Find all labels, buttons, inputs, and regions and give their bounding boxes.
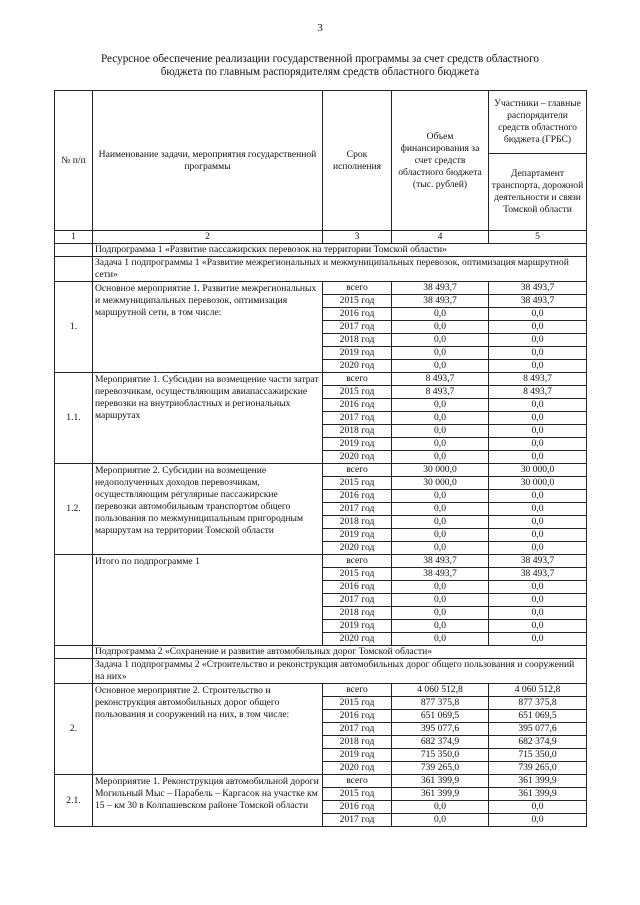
activity-description: Мероприятие 1. Субсидии на возмещение части затрат перевозчикам, осуществляющим авиапассажирские перевозки на внутриобластных и региональных маршрутах xyxy=(93,373,323,464)
department-cell: 361 399,9 xyxy=(489,788,587,801)
row-number xyxy=(55,555,93,646)
volume-cell: 0,0 xyxy=(392,801,489,814)
volume-cell: 361 399,9 xyxy=(392,775,489,788)
department-cell: 38 493,7 xyxy=(489,282,587,295)
subprogram-2-task: Задача 1 подпрограммы 2 «Строительство и реконструкция автомобильных дорог общего пользования и сооружений на них» xyxy=(93,659,587,684)
department-cell: 0,0 xyxy=(489,451,587,464)
volume-cell: 0,0 xyxy=(392,399,489,412)
department-cell: 0,0 xyxy=(489,801,587,814)
volume-cell: 38 493,7 xyxy=(392,295,489,308)
volume-cell: 0,0 xyxy=(392,451,489,464)
period-cell: 2017 год xyxy=(323,594,392,607)
volume-cell: 38 493,7 xyxy=(392,568,489,581)
department-cell: 0,0 xyxy=(489,620,587,633)
table-row xyxy=(55,464,587,477)
department-cell: 715 350,0 xyxy=(489,749,587,762)
period-cell: 2019 год xyxy=(323,347,392,360)
activity-description: Мероприятие 2. Субсидии на возмещение недополученных доходов перевозчикам, осуществляющим регулярные пассажирские перевозки автомобильным транспортом общего пользования по межмуниципальным пригородным маршрутам на территории Томской области xyxy=(93,464,323,555)
volume-cell: 739 265,0 xyxy=(392,762,489,775)
volume-cell: 8 493,7 xyxy=(392,386,489,399)
table-row xyxy=(55,373,587,386)
task-2-row xyxy=(55,659,587,684)
volume-cell: 0,0 xyxy=(392,490,489,503)
row-number: 1.2. xyxy=(55,464,93,555)
table-row xyxy=(55,684,587,697)
column-numbers-row xyxy=(55,231,587,244)
volume-cell: 0,0 xyxy=(392,607,489,620)
title-line-2: бюджета по главным распорядителям средств областного бюджета xyxy=(160,66,480,78)
department-cell: 30 000,0 xyxy=(489,477,587,490)
row-number: 2. xyxy=(55,684,93,775)
department-cell: 0,0 xyxy=(489,581,587,594)
department-cell: 0,0 xyxy=(489,529,587,542)
period-cell: 2016 год xyxy=(323,801,392,814)
department-cell: 0,0 xyxy=(489,412,587,425)
period-cell: всего xyxy=(323,373,392,386)
volume-cell: 361 399,9 xyxy=(392,788,489,801)
period-cell: 2020 год xyxy=(323,542,392,555)
period-cell: 2016 год xyxy=(323,710,392,723)
period-cell: 2016 год xyxy=(323,308,392,321)
col-number-5: 5 xyxy=(489,231,587,244)
department-cell: 361 399,9 xyxy=(489,775,587,788)
period-cell: всего xyxy=(323,282,392,295)
department-cell: 0,0 xyxy=(489,360,587,373)
header-volume: Объем финансирования за счет средств областного бюджета (тыс. рублей) xyxy=(392,91,489,231)
document-title xyxy=(60,53,580,79)
header-department: Департамент транспорта, дорожной деятельности и связи Томской области xyxy=(489,154,587,231)
volume-cell: 682 374,9 xyxy=(392,736,489,749)
department-cell: 0,0 xyxy=(489,542,587,555)
volume-cell: 0,0 xyxy=(392,412,489,425)
department-cell: 30 000,0 xyxy=(489,464,587,477)
department-cell: 0,0 xyxy=(489,503,587,516)
subprogram-2-title: Подпрограмма 2 «Сохранение и развитие автомобильных дорог Томской области» xyxy=(93,646,587,659)
page-number: 3 xyxy=(317,22,323,34)
header-no: № п/п xyxy=(55,91,93,231)
volume-cell: 30 000,0 xyxy=(392,477,489,490)
department-cell: 0,0 xyxy=(489,814,587,827)
department-cell: 0,0 xyxy=(489,308,587,321)
period-cell: всего xyxy=(323,684,392,697)
col-number-2: 2 xyxy=(93,231,323,244)
col-number-1: 1 xyxy=(55,231,93,244)
period-cell: 2017 год xyxy=(323,814,392,827)
department-cell: 682 374,9 xyxy=(489,736,587,749)
period-cell: 2019 год xyxy=(323,529,392,542)
activity-description: Основное мероприятие 2. Строительство и реконструкция автомобильных дорог общего пользования и сооружений на них, в том числе: xyxy=(93,684,323,775)
volume-cell: 0,0 xyxy=(392,594,489,607)
period-cell: 2016 год xyxy=(323,581,392,594)
department-cell: 0,0 xyxy=(489,607,587,620)
activity-description: Итого по подпрограмме 1 xyxy=(93,555,323,646)
volume-cell: 0,0 xyxy=(392,308,489,321)
volume-cell: 651 069,5 xyxy=(392,710,489,723)
department-cell: 38 493,7 xyxy=(489,555,587,568)
period-cell: 2018 год xyxy=(323,334,392,347)
activity-description: Мероприятие 1. Реконструкция автомобильной дороги Могильный Мыс – Парабель – Каргасок на участке км 15 – км 30 в Колпашевском районе Томской области xyxy=(93,775,323,827)
period-cell: 2020 год xyxy=(323,633,392,646)
department-cell: 0,0 xyxy=(489,321,587,334)
department-cell: 0,0 xyxy=(489,516,587,529)
period-cell: 2018 год xyxy=(323,425,392,438)
title-line-1: Ресурсное обеспечение реализации государственной программы за счет средств областного xyxy=(100,53,539,65)
period-cell: всего xyxy=(323,775,392,788)
volume-cell: 0,0 xyxy=(392,425,489,438)
period-cell: 2017 год xyxy=(323,503,392,516)
subprogram-1-row xyxy=(55,244,587,257)
volume-cell: 0,0 xyxy=(392,542,489,555)
department-cell: 0,0 xyxy=(489,399,587,412)
header-name: Наименование задачи, мероприятия государственной программы xyxy=(93,91,323,231)
period-cell: 2015 год xyxy=(323,788,392,801)
period-cell: 2018 год xyxy=(323,607,392,620)
subprogram-1-title: Подпрограмма 1 «Развитие пассажирских перевозок на территории Томской области» xyxy=(93,244,587,257)
period-cell: 2016 год xyxy=(323,490,392,503)
period-cell: 2016 год xyxy=(323,399,392,412)
volume-cell: 0,0 xyxy=(392,503,489,516)
department-cell: 38 493,7 xyxy=(489,295,587,308)
period-cell: 2018 год xyxy=(323,516,392,529)
department-cell: 8 493,7 xyxy=(489,373,587,386)
table-row xyxy=(55,775,587,788)
department-cell: 4 060 512,8 xyxy=(489,684,587,697)
header-term: Срок исполнения xyxy=(323,91,392,231)
header-row xyxy=(55,91,587,154)
period-cell: 2019 год xyxy=(323,438,392,451)
period-cell: всего xyxy=(323,464,392,477)
volume-cell: 4 060 512,8 xyxy=(392,684,489,697)
period-cell: 2019 год xyxy=(323,749,392,762)
period-cell: всего xyxy=(323,555,392,568)
volume-cell: 0,0 xyxy=(392,529,489,542)
period-cell: 2019 год xyxy=(323,620,392,633)
volume-cell: 715 350,0 xyxy=(392,749,489,762)
period-cell: 2015 год xyxy=(323,295,392,308)
period-cell: 2020 год xyxy=(323,360,392,373)
volume-cell: 0,0 xyxy=(392,516,489,529)
period-cell: 2017 год xyxy=(323,723,392,736)
department-cell: 0,0 xyxy=(489,633,587,646)
row-number: 2.1. xyxy=(55,775,93,827)
subprogram-1-task: Задача 1 подпрограммы 1 «Развитие межрегиональных и межмуниципальных перевозок, оптимизация маршрутной сети» xyxy=(93,257,587,282)
period-cell: 2015 год xyxy=(323,386,392,399)
department-cell: 0,0 xyxy=(489,425,587,438)
volume-cell: 8 493,7 xyxy=(392,373,489,386)
volume-cell: 0,0 xyxy=(392,360,489,373)
activity-description: Основное мероприятие 1. Развитие межрегиональных и межмуниципальных перевозок, оптимизация маршрутной сети, в том числе: xyxy=(93,282,323,373)
task-1-row xyxy=(55,257,587,282)
period-cell: 2020 год xyxy=(323,451,392,464)
header-participants: Участники – главные распорядители средств областного бюджета (ГРБС) xyxy=(489,91,587,154)
department-cell: 8 493,7 xyxy=(489,386,587,399)
department-cell: 0,0 xyxy=(489,347,587,360)
volume-cell: 0,0 xyxy=(392,347,489,360)
period-cell: 2020 год xyxy=(323,762,392,775)
volume-cell: 0,0 xyxy=(392,814,489,827)
department-cell: 395 077,6 xyxy=(489,723,587,736)
period-cell: 2015 год xyxy=(323,477,392,490)
department-cell: 739 265,0 xyxy=(489,762,587,775)
volume-cell: 0,0 xyxy=(392,620,489,633)
department-cell: 0,0 xyxy=(489,594,587,607)
department-cell: 0,0 xyxy=(489,438,587,451)
volume-cell: 0,0 xyxy=(392,334,489,347)
period-cell: 2017 год xyxy=(323,321,392,334)
resource-table xyxy=(54,90,587,827)
table-row xyxy=(55,555,587,568)
volume-cell: 30 000,0 xyxy=(392,464,489,477)
volume-cell: 395 077,6 xyxy=(392,723,489,736)
volume-cell: 877 375,8 xyxy=(392,697,489,710)
department-cell: 651 069,5 xyxy=(489,710,587,723)
department-cell: 38 493,7 xyxy=(489,568,587,581)
volume-cell: 0,0 xyxy=(392,633,489,646)
period-cell: 2015 год xyxy=(323,697,392,710)
department-cell: 877 375,8 xyxy=(489,697,587,710)
subprogram-2-row xyxy=(55,646,587,659)
row-number: 1. xyxy=(55,282,93,373)
department-cell: 0,0 xyxy=(489,490,587,503)
volume-cell: 38 493,7 xyxy=(392,555,489,568)
table-row xyxy=(55,282,587,295)
volume-cell: 38 493,7 xyxy=(392,282,489,295)
col-number-3: 3 xyxy=(323,231,392,244)
volume-cell: 0,0 xyxy=(392,581,489,594)
period-cell: 2017 год xyxy=(323,412,392,425)
period-cell: 2018 год xyxy=(323,736,392,749)
department-cell: 0,0 xyxy=(489,334,587,347)
col-number-4: 4 xyxy=(392,231,489,244)
period-cell: 2015 год xyxy=(323,568,392,581)
volume-cell: 0,0 xyxy=(392,438,489,451)
volume-cell: 0,0 xyxy=(392,321,489,334)
row-number: 1.1. xyxy=(55,373,93,464)
